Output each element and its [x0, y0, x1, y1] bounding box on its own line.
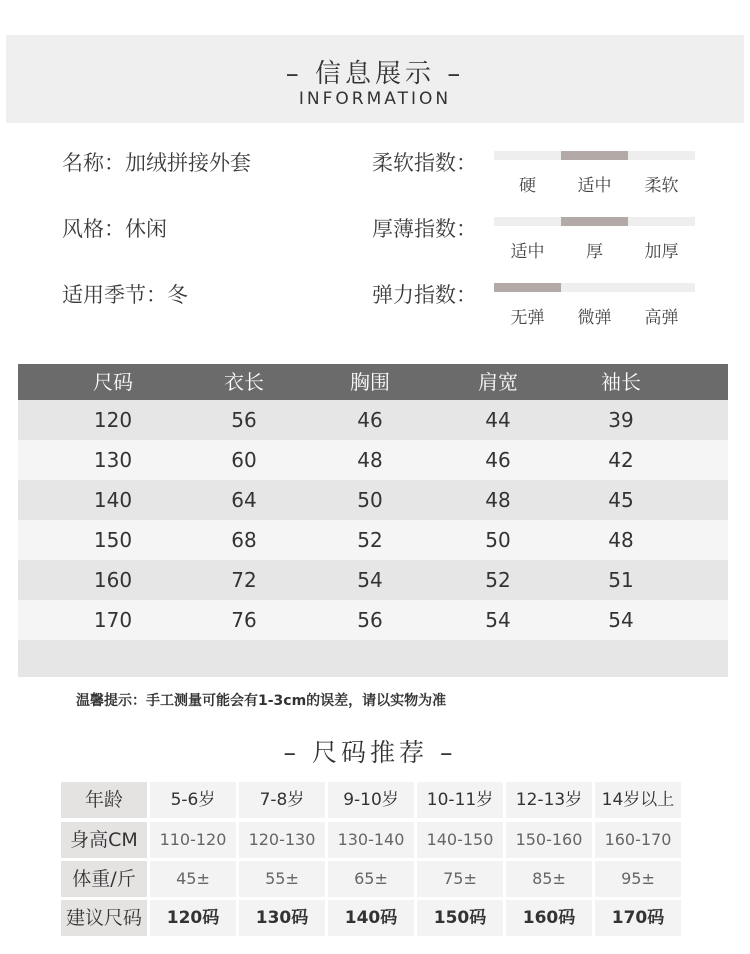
index-indicator [561, 151, 628, 160]
recommend-row-label: 年龄 [61, 782, 147, 818]
recommend-cell: 160-170 [595, 822, 681, 858]
table-cell: 46 [485, 448, 511, 472]
table-cell: 48 [357, 448, 383, 472]
index-option: 高弹 [644, 308, 679, 328]
recommend-cell: 95± [595, 861, 681, 897]
table-cell: 46 [357, 408, 383, 432]
table-row [18, 480, 728, 520]
recommend-cell: 110-120 [150, 822, 236, 858]
table-cell: 50 [357, 488, 383, 512]
table-cell: 54 [357, 568, 383, 592]
table-cell: 170 [93, 608, 133, 632]
table-cell: 56 [357, 608, 383, 632]
table-row [18, 400, 728, 440]
table-cell: 52 [357, 528, 383, 552]
index-label: 柔软指数： [372, 151, 477, 175]
recommend-cell: 130码 [239, 900, 325, 936]
recommend-row-label: 建议尺码 [61, 900, 147, 936]
index-indicator [494, 283, 561, 292]
recommend-cell: 120-130 [239, 822, 325, 858]
product-season: 适用季节：冬 [62, 283, 188, 307]
index-option: 加厚 [644, 242, 679, 262]
table-cell: 48 [608, 528, 634, 552]
table-cell: 130 [93, 448, 133, 472]
table-cell: 50 [485, 528, 511, 552]
recommend-cell: 120码 [150, 900, 236, 936]
index-bar [494, 283, 695, 292]
index-option: 硬 [519, 176, 536, 196]
index-option: 适中 [577, 176, 612, 196]
index-indicator [561, 217, 628, 226]
table-cell: 68 [231, 528, 257, 552]
recommend-cell: 5-6岁 [150, 782, 236, 818]
recommend-cell: 9-10岁 [328, 782, 414, 818]
table-row [18, 520, 728, 560]
table-row [18, 600, 728, 640]
table-cell: 120 [93, 408, 133, 432]
size-table-body [18, 400, 728, 640]
recommend-cell: 150-160 [506, 822, 592, 858]
recommend-cell: 55± [239, 861, 325, 897]
size-header-cell: 衣长 [224, 370, 264, 394]
table-cell: 160 [93, 568, 133, 592]
measurement-tip: 温馨提示：手工测量可能会有1-3cm的误差，请以实物为准 [76, 693, 447, 709]
header-subtitle: INFORMATION [298, 89, 452, 109]
table-cell: 51 [608, 568, 634, 592]
table-cell: 72 [231, 568, 257, 592]
table-row [18, 440, 728, 480]
recommend-row-label: 体重/斤 [61, 861, 147, 897]
info-header [6, 35, 744, 123]
index-bar [494, 217, 695, 226]
product-style: 风格：休闲 [62, 217, 167, 241]
recommend-cell: 85± [506, 861, 592, 897]
index-option: 微弹 [577, 308, 612, 328]
table-cell: 54 [485, 608, 511, 632]
size-header-cell: 肩宽 [478, 370, 518, 394]
size-table [18, 364, 728, 677]
table-cell: 44 [485, 408, 511, 432]
index-bar [494, 151, 695, 160]
size-header-cell: 袖长 [601, 370, 641, 394]
recommend-row-label: 身高CM [61, 822, 147, 858]
recommend-cell: 12-13岁 [506, 782, 592, 818]
table-cell: 45 [608, 488, 634, 512]
recommend-cell: 150码 [417, 900, 503, 936]
recommend-cell: 14岁以上 [595, 782, 681, 818]
table-cell: 39 [608, 408, 634, 432]
recommend-cell: 140码 [328, 900, 414, 936]
header-title: – 信息展示 – [285, 59, 465, 89]
table-cell: 54 [608, 608, 634, 632]
size-header-cell: 尺码 [93, 370, 133, 394]
index-option: 无弹 [510, 308, 545, 328]
size-header-cell: 胸围 [350, 370, 390, 394]
table-cell: 52 [485, 568, 511, 592]
recommend-cell: 130-140 [328, 822, 414, 858]
table-cell: 140 [93, 488, 133, 512]
recommend-title: – 尺码推荐 – [283, 738, 457, 767]
recommend-cell: 140-150 [417, 822, 503, 858]
recommend-cell: 75± [417, 861, 503, 897]
table-cell: 64 [231, 488, 257, 512]
index-label: 厚薄指数： [372, 217, 477, 241]
table-cell: 48 [485, 488, 511, 512]
index-label: 弹力指数： [372, 283, 477, 307]
recommend-cell: 10-11岁 [417, 782, 503, 818]
recommend-cell: 160码 [506, 900, 592, 936]
recommend-cell: 170码 [595, 900, 681, 936]
index-option: 柔软 [644, 176, 679, 196]
product-name: 名称：加绒拼接外套 [62, 151, 251, 175]
recommend-cell: 45± [150, 861, 236, 897]
index-option: 厚 [586, 242, 603, 262]
table-row [18, 560, 728, 600]
table-cell: 76 [231, 608, 257, 632]
index-option: 适中 [510, 242, 545, 262]
size-table-header [18, 364, 728, 400]
recommend-cell: 65± [328, 861, 414, 897]
recommend-cell: 7-8岁 [239, 782, 325, 818]
size-table-footer [18, 640, 728, 677]
table-cell: 56 [231, 408, 257, 432]
table-cell: 150 [93, 528, 133, 552]
table-cell: 42 [608, 448, 634, 472]
table-cell: 60 [231, 448, 257, 472]
